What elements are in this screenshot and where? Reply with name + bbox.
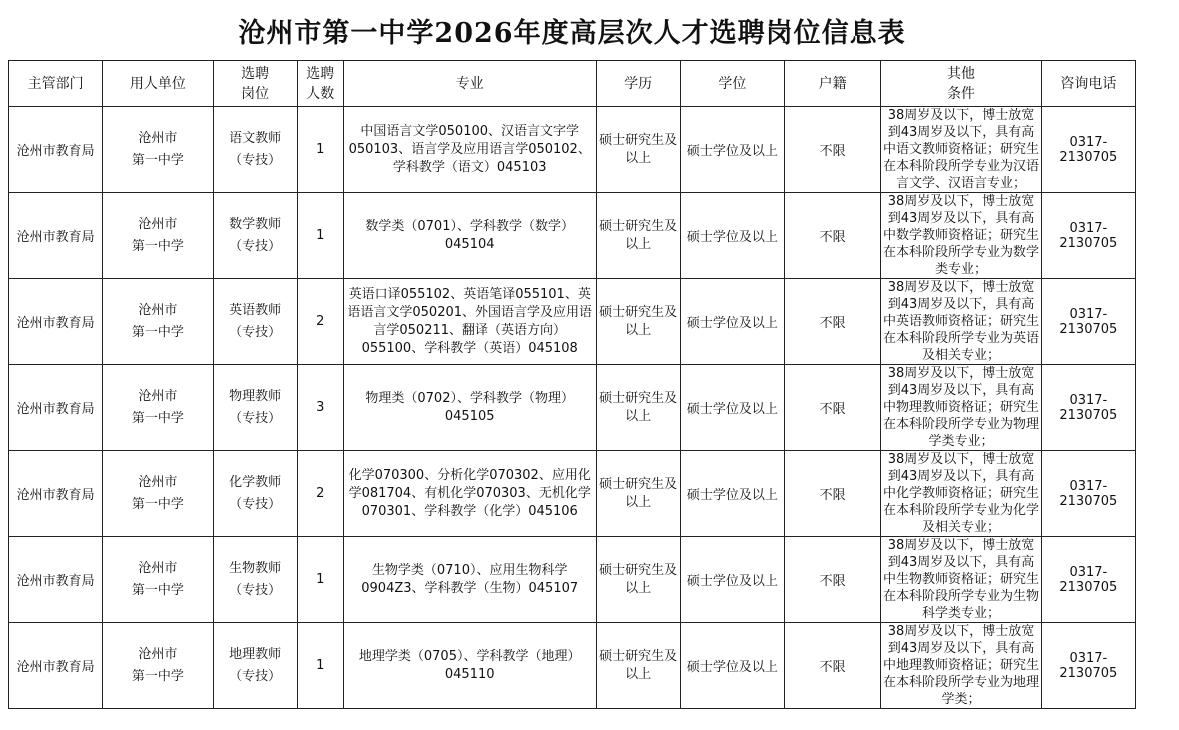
title-band [8, 0, 1136, 60]
cell-phone: 0317-2130705 [1041, 279, 1135, 365]
cell-cond: 38周岁及以下，博士放宽到43周岁及以下，具有高中数学教师资格证；研究生在本科阶段所学专业为数学类专业； [881, 193, 1041, 279]
cell-dept: 沧州市教育局 [9, 623, 103, 709]
cell-post: 语文教师 （专技） [213, 107, 297, 193]
cell-major: 物理类（0702）、学科教学（物理）045105 [343, 365, 596, 451]
cell-cond: 38周岁及以下，博士放宽到43周岁及以下，具有高中化学教师资格证；研究生在本科阶段所学专业为化学及相关专业； [881, 451, 1041, 537]
document-title: 沧州市第一中学2026年度高层次人才选聘岗位信息表 [238, 17, 906, 49]
cell-dept: 沧州市教育局 [9, 193, 103, 279]
cell-hukou: 不限 [785, 623, 881, 709]
cell-hukou: 不限 [785, 365, 881, 451]
cell-count: 1 [297, 193, 343, 279]
header-hukou: 户籍 [785, 61, 881, 107]
cell-major: 数学类（0701）、学科教学（数学）045104 [343, 193, 596, 279]
cell-unit: 沧州市 第一中学 [103, 107, 213, 193]
cell-cond: 38周岁及以下，博士放宽到43周岁及以下，具有高中物理教师资格证；研究生在本科阶段所学专业为物理学类专业； [881, 365, 1041, 451]
cell-unit: 沧州市 第一中学 [103, 451, 213, 537]
header-row [9, 61, 1136, 107]
cell-cond: 38周岁及以下，博士放宽到43周岁及以下，具有高中生物教师资格证；研究生在本科阶段所学专业为生物科学类专业； [881, 537, 1041, 623]
cell-count: 2 [297, 451, 343, 537]
cell-phone: 0317-2130705 [1041, 451, 1135, 537]
header-post: 选聘 岗位 [213, 61, 297, 107]
cell-dept: 沧州市教育局 [9, 365, 103, 451]
cell-major: 英语口译055102、英语笔译055101、英语语言文学050201、外国语言学及应用语言学050211、翻译（英语方向）055100、学科教学（英语）045108 [343, 279, 596, 365]
cell-degree: 硕士学位及以上 [680, 451, 784, 537]
cell-degree: 硕士学位及以上 [680, 537, 784, 623]
table-row [9, 623, 1136, 709]
cell-count: 1 [297, 623, 343, 709]
header-edu: 学历 [596, 61, 680, 107]
header-cond: 其他 条件 [881, 61, 1041, 107]
cell-unit: 沧州市 第一中学 [103, 537, 213, 623]
header-degree: 学位 [680, 61, 784, 107]
cell-degree: 硕士学位及以上 [680, 365, 784, 451]
cell-post: 数学教师 （专技） [213, 193, 297, 279]
cell-phone: 0317-2130705 [1041, 623, 1135, 709]
cell-dept: 沧州市教育局 [9, 107, 103, 193]
cell-hukou: 不限 [785, 193, 881, 279]
cell-phone: 0317-2130705 [1041, 365, 1135, 451]
cell-hukou: 不限 [785, 107, 881, 193]
cell-phone: 0317-2130705 [1041, 537, 1135, 623]
cell-edu: 硕士研究生及以上 [596, 623, 680, 709]
cell-edu: 硕士研究生及以上 [596, 451, 680, 537]
table-row [9, 537, 1136, 623]
cell-count: 1 [297, 107, 343, 193]
cell-hukou: 不限 [785, 279, 881, 365]
cell-major: 地理学类（0705）、学科教学（地理）045110 [343, 623, 596, 709]
header-count: 选聘 人数 [297, 61, 343, 107]
cell-edu: 硕士研究生及以上 [596, 365, 680, 451]
table-row [9, 107, 1136, 193]
positions-table [8, 60, 1136, 709]
cell-count: 3 [297, 365, 343, 451]
cell-post: 物理教师 （专技） [213, 365, 297, 451]
header-major: 专业 [343, 61, 596, 107]
cell-count: 2 [297, 279, 343, 365]
cell-post: 英语教师 （专技） [213, 279, 297, 365]
cell-count: 1 [297, 537, 343, 623]
cell-degree: 硕士学位及以上 [680, 623, 784, 709]
cell-dept: 沧州市教育局 [9, 451, 103, 537]
cell-major: 生物学类（0710）、应用生物科学0904Z3、学科教学（生物）045107 [343, 537, 596, 623]
cell-major: 中国语言文学050100、汉语言文字学050103、语言学及应用语言学050102、学科教学（语文）045103 [343, 107, 596, 193]
header-unit: 用人单位 [103, 61, 213, 107]
cell-cond: 38周岁及以下，博士放宽到43周岁及以下，具有高中语文教师资格证；研究生在本科阶段所学专业为汉语言文学、汉语言专业； [881, 107, 1041, 193]
cell-hukou: 不限 [785, 451, 881, 537]
table-row [9, 193, 1136, 279]
cell-post: 化学教师 （专技） [213, 451, 297, 537]
cell-cond: 38周岁及以下，博士放宽到43周岁及以下，具有高中地理教师资格证；研究生在本科阶段所学专业为地理学类； [881, 623, 1041, 709]
cell-edu: 硕士研究生及以上 [596, 107, 680, 193]
cell-hukou: 不限 [785, 537, 881, 623]
table-row [9, 365, 1136, 451]
cell-unit: 沧州市 第一中学 [103, 279, 213, 365]
cell-degree: 硕士学位及以上 [680, 193, 784, 279]
cell-degree: 硕士学位及以上 [680, 107, 784, 193]
cell-unit: 沧州市 第一中学 [103, 365, 213, 451]
cell-phone: 0317-2130705 [1041, 193, 1135, 279]
cell-dept: 沧州市教育局 [9, 537, 103, 623]
cell-degree: 硕士学位及以上 [680, 279, 784, 365]
cell-dept: 沧州市教育局 [9, 279, 103, 365]
table-row [9, 279, 1136, 365]
cell-unit: 沧州市 第一中学 [103, 623, 213, 709]
cell-edu: 硕士研究生及以上 [596, 193, 680, 279]
cell-post: 地理教师 （专技） [213, 623, 297, 709]
cell-major: 化学070300、分析化学070302、应用化学081704、有机化学070303、无机化学070301、学科教学（化学）045106 [343, 451, 596, 537]
cell-edu: 硕士研究生及以上 [596, 537, 680, 623]
cell-post: 生物教师 （专技） [213, 537, 297, 623]
table-row [9, 451, 1136, 537]
cell-cond: 38周岁及以下，博士放宽到43周岁及以下，具有高中英语教师资格证；研究生在本科阶段所学专业为英语及相关专业； [881, 279, 1041, 365]
header-phone: 咨询电话 [1041, 61, 1135, 107]
cell-edu: 硕士研究生及以上 [596, 279, 680, 365]
cell-phone: 0317-2130705 [1041, 107, 1135, 193]
header-dept: 主管部门 [9, 61, 103, 107]
cell-unit: 沧州市 第一中学 [103, 193, 213, 279]
